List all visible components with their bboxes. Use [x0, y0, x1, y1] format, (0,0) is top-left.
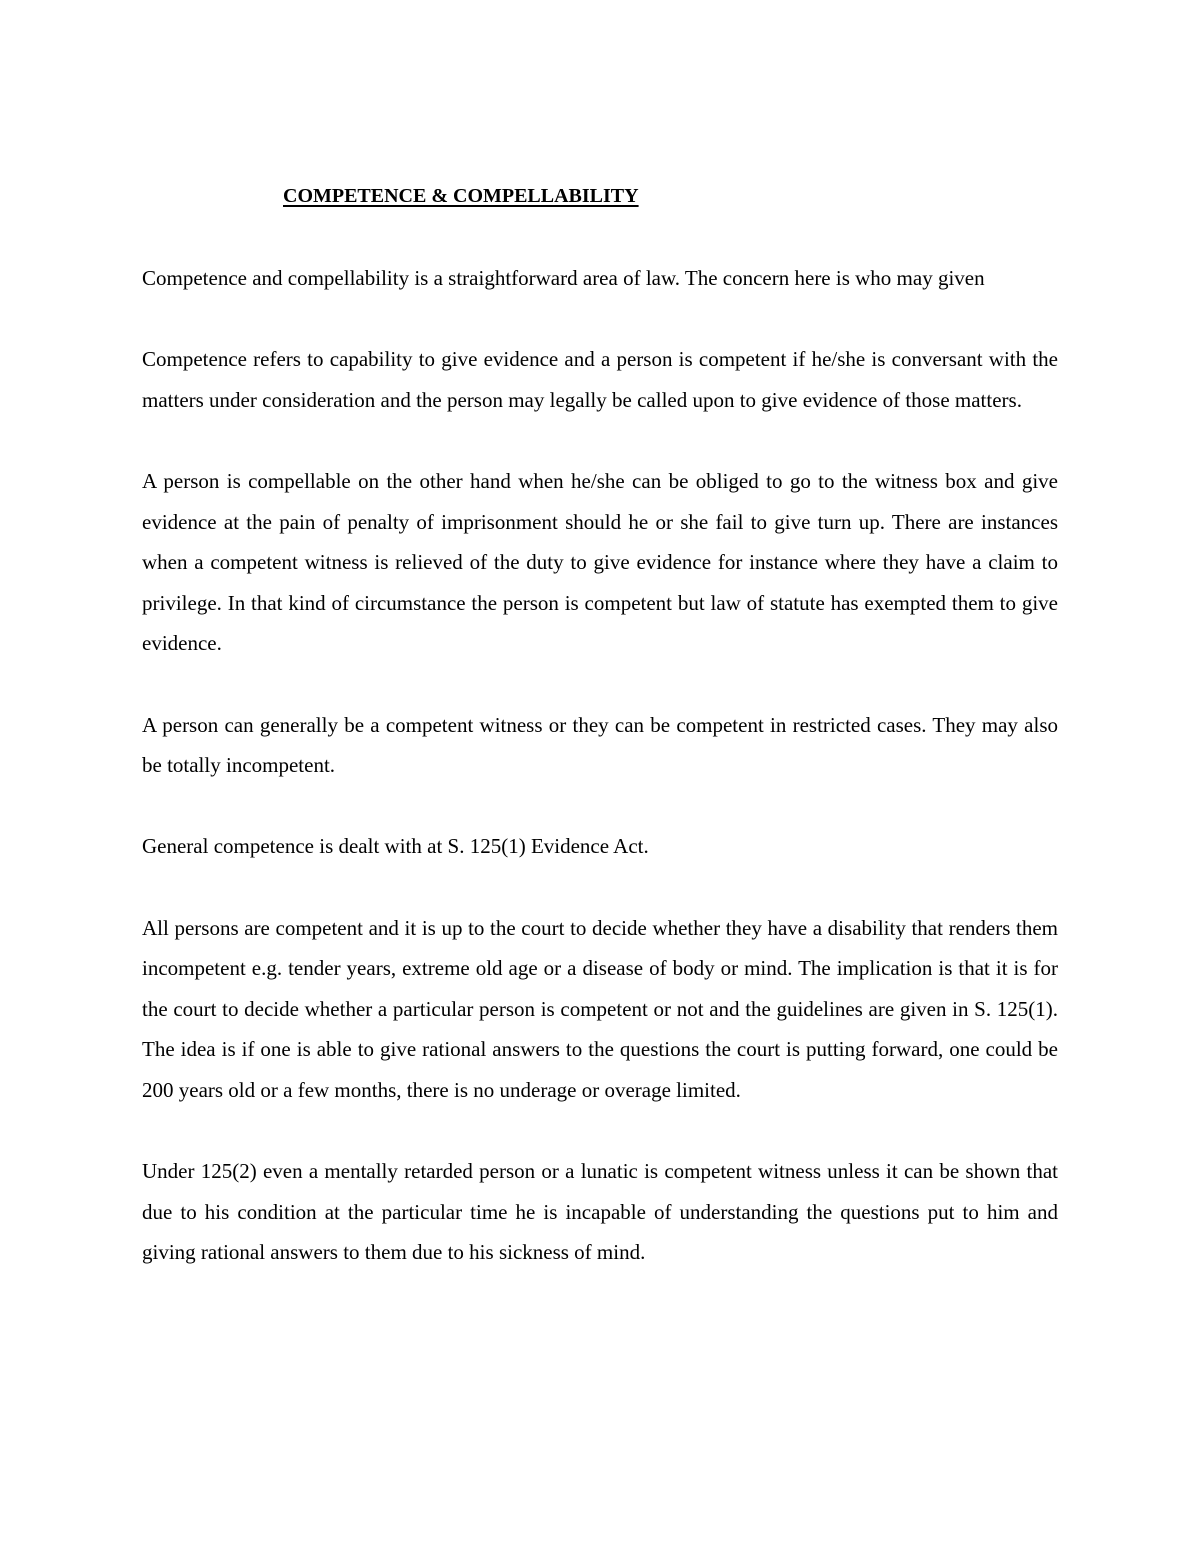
document-title: COMPETENCE & COMPELLABILITY — [283, 185, 639, 207]
paragraph-compellability-definition: A person is compellable on the other hand when he/she can be obliged to go to the witness box and give evidence at the pain of penalty of imprisonment should he or she fail to give turn up. There are instances when a competent witness is relieved of the duty to give evidence for instance where they have a claim to privilege. In that kind of circumstance the person is competent but law of statute has exempted them to give evidence. — [142, 468, 1058, 656]
paragraph-general-competence: General competence is dealt with at S. 125(1) Evidence Act. — [142, 834, 649, 859]
paragraph-competence-types: A person can generally be a competent witness or they can be competent in restricted cases. They may also be totally incompetent. — [142, 712, 1058, 778]
paragraph-intro: Competence and compellability is a straightforward area of law. The concern here is who may given — [142, 266, 985, 290]
paragraph-competence-definition: Competence refers to capability to give evidence and a person is competent if he/she is conversant with the matters under consideration and the person may legally be called upon to give evidence of those matters. — [142, 347, 1058, 412]
paragraph-section-125-2: Under 125(2) even a mentally retarded person or a lunatic is competent witness unless it can be shown that due to his condition at the particular time he is incapable of understanding the questions put to him and giving rational answers to them due to his sickness of mind. — [142, 1159, 1058, 1265]
paragraph-court-decision: All persons are competent and it is up to the court to decide whether they have a disability that renders them incompetent e.g. tender years, extreme old age or a disease of body or mind. The implication is that it is for the court to decide whether a particular person is competent or not and the guidelines are given in S. 125(1). The idea is if one is able to give rational answers to the questions the court is putting forward, one could be 200 years old or a few months, there is no underage or overage limited. — [142, 915, 1058, 1102]
document-body — [142, 258, 1058, 1313]
